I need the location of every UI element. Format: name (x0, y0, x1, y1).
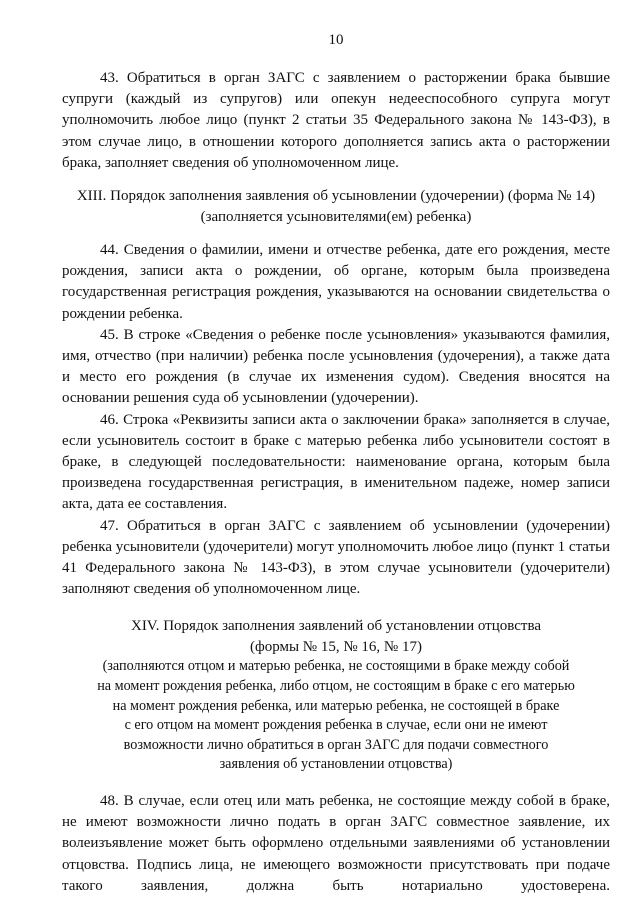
page-number: 10 (328, 32, 344, 48)
section-14-note-line-6: заявления об установлении отцовства) (219, 756, 453, 773)
section-13-title: XIII. Порядок заполнения заявления об усыновлении (удочерении) (форма № 14) (76, 188, 596, 205)
section-13-subtitle: (заполняется усыновителями(ем) ребенка) (200, 208, 472, 225)
section-13-heading (62, 186, 610, 227)
section-14-note-line-2: на момент рождения ребенка, либо отцом, не состоящим в браке с его матерью (97, 678, 575, 695)
paragraph-48: 48. В случае, если отец или мать ребенка, не состоящие между собой в браке, не имеют возможности лично подать в орган ЗАГС совместное заявление, их волеизъявление может быть оформлено отдельными заявлениями об установлении отцовства. Подпись лица, не имеющего возможности присутствовать при подаче такого заявления, должна быть нотариально удостоверена. (62, 793, 610, 894)
section-14-title-line-2: (формы № 15, № 16, № 17) (250, 638, 422, 655)
section-14-title-line-1: XIV. Порядок заполнения заявлений об установлении отцовства (130, 618, 542, 635)
paragraph-44: 44. Сведения о фамилии, имени и отчестве ребенка, дате его рождения, месте рождения, записи акта о рождении, об органе, которым была произведена государственная регистрация рождения, указываются на основании свидетельства о рождении ребенка. (62, 242, 610, 322)
paragraph-43: 43. Обратиться в орган ЗАГС с заявлением о расторжении брака бывшие супруги (каждый из супругов) или опекун недееспособного супруга могут уполномочить любое лицо (пункт 2 статьи 35 Федерального закона № 143-ФЗ), в этом случае лицо, в отношении которого дополняется запись акта о расторжении брака, заполняет сведения об уполномоченном лице. (62, 70, 610, 171)
section-14-note-line-1: (заполняются отцом и матерью ребенка, не состоящими в браке между собой (102, 658, 570, 675)
paragraph-46: 46. Строка «Реквизиты записи акта о заключении брака» заполняется в случае, если усыновитель состоит в браке с матерью ребенка либо усыновители состоят в браке, в следующей последовательности: наименование органа, которым была произведена государственная регистрация, в именительном падеже, номер записи акта, дата ее составления. (62, 411, 610, 513)
section-14-note-line-4: с его отцом на момент рождения ребенка в случае, если они не имеют (124, 717, 548, 734)
section-14-note-line-3: на момент рождения ребенка, или матерью ребенка, не состоящей в браке (112, 697, 560, 714)
section-14-note-line-5: возможности лично обратиться в орган ЗАГС для подачи совместного (123, 736, 549, 753)
paragraph-47: 47. Обратиться в орган ЗАГС с заявлением об усыновлении (удочерении) ребенка усыновители (удочерители) могут уполномочить любое лицо (пункт 1 статьи 41 Федерального закона № 143-ФЗ), в этом случае усыновители (удочерители) заполняют сведения об уполномоченном лице. (62, 517, 610, 598)
section-14-heading (62, 616, 610, 775)
paragraph-45: 45. В строке «Сведения о ребенке после усыновления» указываются фамилия, имя, отчество (при наличии) ребенка после усыновления (удочерения), а также дата и место его рождения (в случае их изменения судом). Сведения вносятся на основании решения суда об усыновлении (удочерении). (62, 326, 610, 407)
